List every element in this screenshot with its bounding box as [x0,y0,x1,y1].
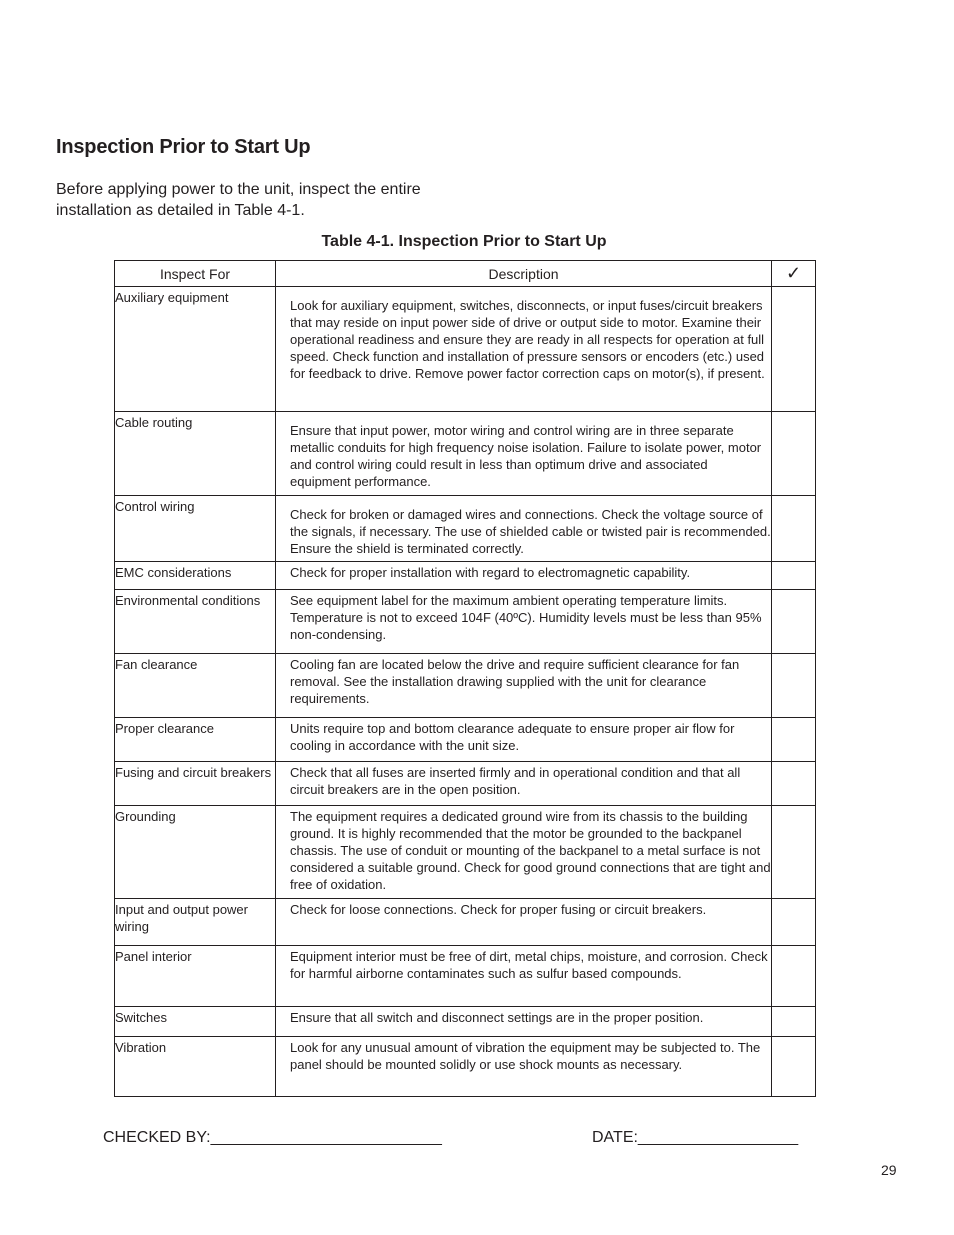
table-header-row [115,261,816,287]
inspect-for-cell: Environmental conditions [115,590,276,654]
description-cell: Ensure that input power, motor wiring and control wiring are in three separate metallic conduits for high frequency noise isolation. Failure to isolate power, motor and control wiring could result in less than optimum drive and associated equipment performance. [276,412,772,496]
table-row [115,1007,816,1037]
table-row [115,496,816,562]
table-row [115,718,816,762]
check-cell[interactable] [772,1037,816,1097]
header-inspect-for: Inspect For [115,261,276,287]
intro-paragraph [56,179,476,221]
description-cell: Equipment interior must be free of dirt, metal chips, moisture, and corrosion. Check for harmful airborne contaminates such as sulfur based compounds. [276,946,772,1007]
table-row [115,654,816,718]
check-cell[interactable] [772,762,816,806]
check-cell[interactable] [772,718,816,762]
description-cell: Check for loose connections. Check for proper fusing or circuit breakers. [276,899,772,946]
description-cell: Ensure that all switch and disconnect settings are in the proper position. [276,1007,772,1037]
inspect-for-cell: Cable routing [115,412,276,496]
check-cell[interactable] [772,654,816,718]
table-row [115,562,816,590]
check-cell[interactable] [772,590,816,654]
header-description: Description [276,261,772,287]
description-cell: Look for any unusual amount of vibration the equipment may be subjected to. The panel should be mounted solidly or use shock mounts as necessary. [276,1037,772,1097]
inspect-for-cell: Fusing and circuit breakers [115,762,276,806]
inspect-for-cell: Input and output power wiring [115,899,276,946]
intro-line-1: Before applying power to the unit, inspect the entire [56,181,421,198]
check-cell[interactable] [772,287,816,412]
description-cell: Cooling fan are located below the drive and require sufficient clearance for fan removal. See the installation drawing supplied with the unit for clearance requirements. [276,654,772,718]
inspect-for-cell: Proper clearance [115,718,276,762]
page-number: 29 [881,1162,897,1178]
inspect-for-cell: EMC considerations [115,562,276,590]
inspection-table [114,260,816,1097]
date-field[interactable]: DATE:__________________ [592,1129,799,1146]
description-cell: Units require top and bottom clearance adequate to ensure proper air flow for cooling in accordance with the unit size. [276,718,772,762]
inspect-for-cell: Panel interior [115,946,276,1007]
inspect-for-cell: Switches [115,1007,276,1037]
table-caption: Table 4-1. Inspection Prior to Start Up [321,233,607,250]
page-title: Inspection Prior to Start Up [56,136,311,158]
table-row [115,899,816,946]
table-row [115,287,816,412]
table-row [115,1037,816,1097]
checked-by-field[interactable]: CHECKED BY:__________________________ [103,1129,442,1146]
check-cell[interactable] [772,562,816,590]
check-cell[interactable] [772,496,816,562]
table-row [115,412,816,496]
description-cell: Look for auxiliary equipment, switches, disconnects, or input fuses/circuit breakers that may reside on input power side of drive or output side to motor. Examine their operational readiness and ensure they are ready in all respects for operation at full speed. Check function and installation of pressure sensors or encoders (etc.) used for feedback to drive. Remove power factor correction caps on motor(s), if present. [276,287,772,412]
inspect-for-cell: Fan clearance [115,654,276,718]
description-cell: Check that all fuses are inserted firmly and in operational condition and that all circuit breakers are in the open position. [276,762,772,806]
description-cell: See equipment label for the maximum ambient operating temperature limits. Temperature is not to exceed 104F (40ºC). Humidity levels must be less than 95% non-condensing. [276,590,772,654]
check-cell[interactable] [772,1007,816,1037]
check-cell[interactable] [772,899,816,946]
check-cell[interactable] [772,806,816,899]
inspect-for-cell: Auxiliary equipment [115,287,276,412]
check-cell[interactable] [772,946,816,1007]
description-cell: Check for broken or damaged wires and connections. Check the voltage source of the signals, if necessary. The use of shielded cable or twisted pair is recommended. Ensure the shield is terminated correctly. [276,496,772,562]
table-row [115,590,816,654]
inspect-for-cell: Control wiring [115,496,276,562]
inspect-for-cell: Vibration [115,1037,276,1097]
table-row [115,806,816,899]
header-checkmark-icon: ✓ [772,261,816,287]
intro-line-2: installation as detailed in Table 4-1. [56,202,305,219]
table-row [115,946,816,1007]
table-row [115,762,816,806]
description-cell: Check for proper installation with regard to electromagnetic capability. [276,562,772,590]
description-cell: The equipment requires a dedicated ground wire from its chassis to the building ground. It is highly recommended that the motor be grounded to the backpanel chassis. The use of conduit or mounting of the backpanel to a metal surface is not considered a suitable ground. Check for good ground connections that are tight and free of oxidation. [276,806,772,899]
inspect-for-cell: Grounding [115,806,276,899]
check-cell[interactable] [772,412,816,496]
